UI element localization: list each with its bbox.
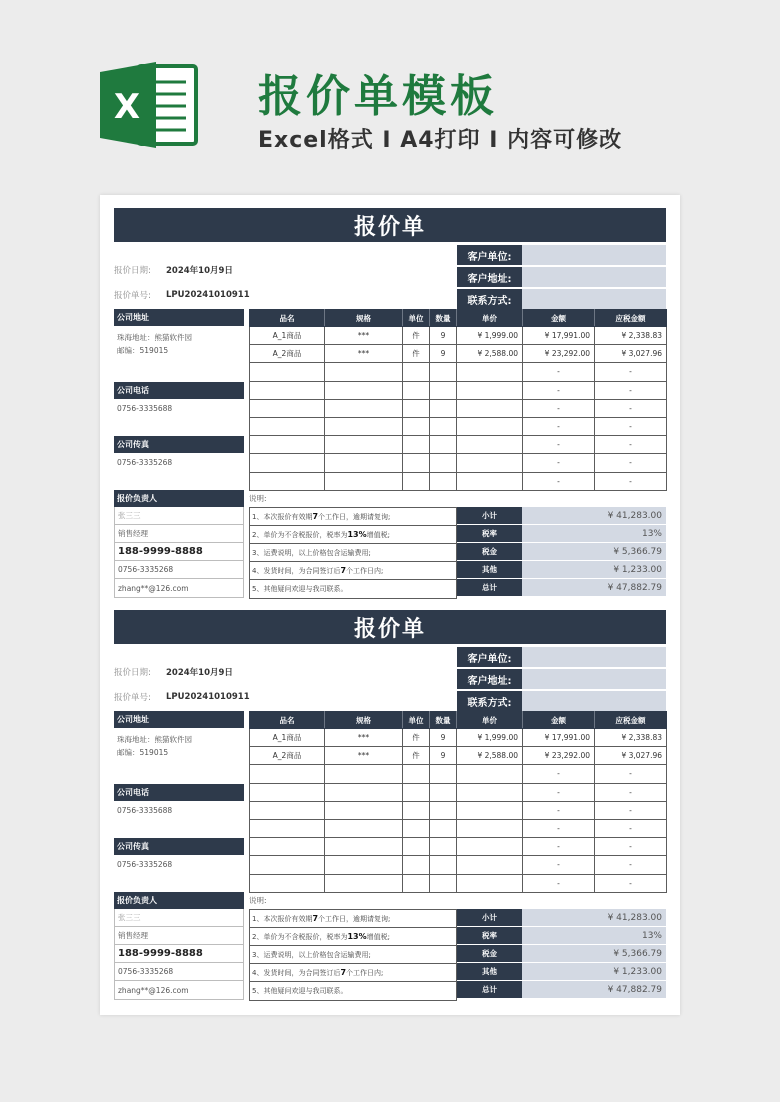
table-cell[interactable]: 9 — [430, 729, 457, 747]
person-email: zhang**@126.com — [118, 583, 189, 593]
table-cell[interactable] — [457, 472, 523, 490]
person-title: 销售经理 — [115, 525, 243, 543]
company-phone-head: 公司电话 — [114, 784, 244, 801]
note-text: 2、单价为不含税报价，税率为 — [252, 932, 348, 941]
table-cell[interactable]: 件 — [403, 729, 430, 747]
note-text: 7 — [340, 566, 347, 575]
customer-contact-row — [457, 691, 666, 711]
company-fax-head: 公司传真 — [114, 436, 244, 453]
table-cell[interactable] — [325, 783, 403, 801]
customer-contact-field[interactable] — [522, 289, 666, 309]
table-cell[interactable] — [403, 436, 430, 454]
customer-contact-row — [457, 289, 666, 309]
table-cell[interactable] — [250, 399, 325, 417]
total-label: 小计 — [457, 909, 522, 926]
table-row — [250, 874, 667, 892]
company-address-head: 公司地址 — [114, 711, 244, 728]
notes-label: 说明: — [249, 896, 267, 905]
table-cell[interactable]: ¥ 23,292.00 — [523, 345, 595, 363]
table-cell[interactable] — [325, 381, 403, 399]
table-cell[interactable] — [430, 819, 457, 837]
quote-date-value: 2024年10月9日 — [166, 266, 233, 276]
table-row — [250, 417, 667, 435]
table-cell[interactable] — [430, 381, 457, 399]
customer-address-row — [457, 267, 666, 287]
total-label: 其他 — [457, 963, 522, 980]
table-cell[interactable]: - — [523, 399, 595, 417]
total-value[interactable]: ¥ 41,283.00 — [522, 507, 666, 524]
col-header: 金额 — [523, 310, 595, 327]
total-row — [457, 927, 666, 945]
table-cell[interactable] — [430, 765, 457, 783]
table-cell[interactable] — [430, 838, 457, 856]
company-address-line: 珠海地址：熊猫软件园 — [117, 735, 192, 744]
note-text: 4、发货时间，为合同签订后 — [252, 968, 341, 977]
table-cell[interactable]: A_1商品 — [250, 327, 325, 345]
col-header: 品名 — [250, 712, 325, 729]
table-cell[interactable] — [457, 765, 523, 783]
total-label: 税金 — [457, 945, 522, 962]
note-row — [250, 526, 456, 544]
table-cell[interactable] — [430, 399, 457, 417]
table-cell[interactable] — [250, 783, 325, 801]
table-cell[interactable]: 件 — [403, 327, 430, 345]
table-row — [250, 783, 667, 801]
table-cell[interactable]: - — [523, 765, 595, 783]
quote-person-head: 报价负责人 — [114, 490, 244, 507]
table-cell[interactable]: - — [595, 783, 667, 801]
quote-date-row — [114, 261, 233, 279]
note-text: 5、其他疑问欢迎与我司联系。 — [252, 585, 348, 593]
total-row — [457, 981, 666, 999]
table-cell[interactable]: - — [595, 874, 667, 892]
table-row — [250, 381, 667, 399]
quote-form-1 — [114, 208, 666, 600]
customer-contact-label: 联系方式: — [457, 691, 522, 711]
table-cell[interactable]: - — [595, 399, 667, 417]
total-row — [457, 561, 666, 579]
table-cell[interactable] — [325, 399, 403, 417]
table-cell[interactable]: 9 — [430, 747, 457, 765]
page-subtitle: Excel格式 I A4打印 I 内容可修改 — [258, 128, 623, 153]
table-row — [250, 345, 667, 363]
total-label: 总计 — [457, 981, 522, 998]
col-header: 数量 — [430, 310, 457, 327]
table-cell[interactable]: ¥ 23,292.00 — [523, 747, 595, 765]
table-cell[interactable] — [403, 838, 430, 856]
note-text: 5、其他疑问欢迎与我司联系。 — [252, 987, 348, 995]
note-row — [250, 580, 456, 598]
page-title: 报价单模板 — [258, 71, 498, 122]
table-cell[interactable] — [325, 363, 403, 381]
notes-box — [249, 909, 457, 1001]
table-cell[interactable] — [325, 417, 403, 435]
customer-address-label: 客户地址: — [457, 267, 522, 287]
col-header: 数量 — [430, 712, 457, 729]
table-cell[interactable] — [457, 856, 523, 874]
total-value[interactable]: ¥ 1,233.00 — [522, 963, 666, 980]
note-text: 1、本次报价有效期 — [252, 512, 313, 521]
col-header: 单价 — [457, 310, 523, 327]
total-value[interactable]: ¥ 47,882.79 — [522, 579, 666, 596]
table-cell[interactable] — [457, 399, 523, 417]
table-cell[interactable] — [403, 801, 430, 819]
table-cell[interactable] — [325, 819, 403, 837]
table-cell[interactable] — [430, 363, 457, 381]
table-cell[interactable]: ¥ 2,588.00 — [457, 345, 523, 363]
table-cell[interactable] — [457, 819, 523, 837]
table-row — [250, 729, 667, 747]
table-cell[interactable] — [250, 838, 325, 856]
table-row — [250, 856, 667, 874]
col-header: 单位 — [403, 712, 430, 729]
customer-unit-row — [457, 647, 666, 667]
note-row — [250, 562, 456, 580]
total-row — [457, 579, 666, 597]
note-row — [250, 946, 456, 964]
quote-date-label: 报价日期: — [114, 266, 151, 276]
table-cell[interactable]: - — [523, 838, 595, 856]
table-cell[interactable]: - — [595, 472, 667, 490]
table-row — [250, 765, 667, 783]
product-table — [249, 309, 667, 491]
person-title: 销售经理 — [115, 927, 243, 945]
note-row — [250, 508, 456, 526]
customer-unit-label: 客户单位: — [457, 647, 522, 667]
total-label: 总计 — [457, 579, 522, 596]
total-value[interactable]: 13% — [522, 525, 666, 542]
table-cell[interactable] — [250, 819, 325, 837]
table-cell[interactable] — [250, 436, 325, 454]
table-cell[interactable] — [250, 363, 325, 381]
note-text: 3、运费说明，以上价格包含运输费用; — [252, 950, 371, 959]
table-cell[interactable]: - — [523, 436, 595, 454]
col-header: 金额 — [523, 712, 595, 729]
table-cell[interactable] — [325, 801, 403, 819]
table-cell[interactable] — [430, 454, 457, 472]
company-zip-line: 邮编：519015 — [117, 346, 169, 355]
quote-number-value: LPU20241010911 — [166, 692, 250, 702]
table-cell[interactable]: - — [523, 381, 595, 399]
table-cell[interactable] — [430, 801, 457, 819]
table-cell[interactable] — [325, 472, 403, 490]
table-row — [250, 472, 667, 490]
customer-contact-field[interactable] — [522, 691, 666, 711]
customer-address-row — [457, 669, 666, 689]
table-cell[interactable]: A_2商品 — [250, 345, 325, 363]
table-cell[interactable]: ¥ 17,991.00 — [523, 729, 595, 747]
table-cell[interactable] — [325, 454, 403, 472]
table-cell[interactable]: - — [595, 454, 667, 472]
table-cell[interactable]: - — [595, 381, 667, 399]
total-value[interactable]: ¥ 1,233.00 — [522, 561, 666, 578]
note-text: 7 — [340, 968, 347, 977]
product-table-body — [250, 729, 667, 893]
table-cell[interactable] — [250, 856, 325, 874]
customer-unit-row — [457, 245, 666, 265]
total-label: 税金 — [457, 543, 522, 560]
note-text: 7 — [312, 512, 319, 521]
table-cell[interactable]: ¥ 1,999.00 — [457, 327, 523, 345]
quote-date-label: 报价日期: — [114, 668, 151, 678]
col-header: 规格 — [325, 310, 403, 327]
totals-box — [457, 909, 666, 999]
table-cell[interactable]: - — [595, 838, 667, 856]
col-header: 单位 — [403, 310, 430, 327]
customer-unit-field[interactable] — [522, 245, 666, 265]
table-cell[interactable] — [430, 436, 457, 454]
table-cell[interactable] — [403, 454, 430, 472]
table-cell[interactable]: - — [595, 417, 667, 435]
quote-date-row — [114, 663, 233, 681]
table-row — [250, 838, 667, 856]
table-cell[interactable]: - — [523, 363, 595, 381]
table-cell[interactable] — [457, 417, 523, 435]
total-value[interactable]: ¥ 41,283.00 — [522, 909, 666, 926]
table-cell[interactable]: *** — [325, 345, 403, 363]
table-cell[interactable] — [250, 381, 325, 399]
table-cell[interactable]: - — [523, 454, 595, 472]
table-row — [250, 436, 667, 454]
person-mobile: 188-9999-8888 — [115, 543, 243, 561]
note-row — [250, 964, 456, 982]
note-text: 3、运费说明，以上价格包含运输费用; — [252, 548, 371, 557]
note-text: 增值税; — [366, 530, 390, 539]
customer-contact-label: 联系方式: — [457, 289, 522, 309]
notes-box — [249, 507, 457, 599]
person-phone: 0756-3335268 — [115, 963, 243, 981]
table-cell[interactable] — [250, 454, 325, 472]
quote-person-box — [114, 507, 244, 598]
table-cell[interactable]: ¥ 2,338.83 — [595, 327, 667, 345]
note-text: 13% — [347, 530, 367, 539]
note-text: 个工作日，逾期请复询; — [318, 512, 391, 521]
table-cell[interactable]: - — [523, 856, 595, 874]
table-cell[interactable]: - — [595, 801, 667, 819]
customer-address-label: 客户地址: — [457, 669, 522, 689]
table-row — [250, 363, 667, 381]
total-label: 小计 — [457, 507, 522, 524]
table-cell[interactable]: ¥ 3,027.96 — [595, 345, 667, 363]
table-cell[interactable] — [250, 874, 325, 892]
table-cell[interactable] — [457, 363, 523, 381]
company-zip-line: 邮编：519015 — [117, 748, 169, 757]
table-cell[interactable]: 9 — [430, 327, 457, 345]
table-cell[interactable] — [403, 856, 430, 874]
note-text: 2、单价为不含税报价，税率为 — [252, 530, 348, 539]
person-phone: 0756-3335268 — [115, 561, 243, 579]
table-row — [250, 801, 667, 819]
table-cell[interactable]: - — [523, 874, 595, 892]
table-cell[interactable] — [325, 765, 403, 783]
quote-person-box — [114, 909, 244, 1000]
table-cell[interactable]: ¥ 2,588.00 — [457, 747, 523, 765]
company-fax-head: 公司传真 — [114, 838, 244, 855]
total-row — [457, 525, 666, 543]
table-cell[interactable] — [430, 856, 457, 874]
quote-paper — [100, 195, 680, 1015]
excel-icon — [98, 58, 200, 152]
company-fax-value: 0756-3335268 — [117, 458, 173, 467]
customer-address-field[interactable] — [522, 669, 666, 689]
notes-label: 说明: — [249, 494, 267, 503]
table-cell[interactable]: - — [595, 363, 667, 381]
form-title: 报价单 — [114, 208, 666, 242]
table-cell[interactable] — [250, 417, 325, 435]
table-cell[interactable] — [430, 472, 457, 490]
table-cell[interactable]: A_2商品 — [250, 747, 325, 765]
customer-address-field[interactable] — [522, 267, 666, 287]
total-value[interactable]: ¥ 5,366.79 — [522, 945, 666, 962]
total-row — [457, 963, 666, 981]
table-cell[interactable]: 件 — [403, 747, 430, 765]
table-cell[interactable] — [403, 472, 430, 490]
company-address-head: 公司地址 — [114, 309, 244, 326]
quote-person-head: 报价负责人 — [114, 892, 244, 909]
total-value[interactable]: ¥ 47,882.79 — [522, 981, 666, 998]
table-cell[interactable] — [403, 874, 430, 892]
table-cell[interactable] — [403, 765, 430, 783]
col-header: 应税金额 — [595, 712, 667, 729]
quote-date-value: 2024年10月9日 — [166, 668, 233, 678]
person-email: zhang**@126.com — [118, 985, 189, 995]
total-label: 税率 — [457, 525, 522, 542]
table-cell[interactable] — [250, 765, 325, 783]
table-cell[interactable] — [403, 399, 430, 417]
table-cell[interactable]: 件 — [403, 345, 430, 363]
col-header: 规格 — [325, 712, 403, 729]
quote-number-row — [114, 688, 250, 706]
col-header: 单价 — [457, 712, 523, 729]
table-cell[interactable]: - — [595, 765, 667, 783]
note-row — [250, 910, 456, 928]
total-label: 其他 — [457, 561, 522, 578]
totals-box — [457, 507, 666, 597]
note-text: 个工作日内; — [346, 968, 384, 977]
table-cell[interactable] — [457, 783, 523, 801]
quote-number-row — [114, 286, 250, 304]
table-row — [250, 327, 667, 345]
excel-logo-letter: X — [113, 87, 141, 127]
table-cell[interactable] — [403, 819, 430, 837]
table-cell[interactable]: - — [523, 417, 595, 435]
note-text: 7 — [312, 914, 319, 923]
col-header: 品名 — [250, 310, 325, 327]
table-row — [250, 454, 667, 472]
table-cell[interactable]: ¥ 1,999.00 — [457, 729, 523, 747]
total-label: 税率 — [457, 927, 522, 944]
person-name: 张三三 — [115, 909, 243, 927]
product-table-header — [250, 310, 667, 327]
table-cell[interactable] — [430, 417, 457, 435]
table-cell[interactable] — [457, 801, 523, 819]
note-row — [250, 982, 456, 1000]
table-cell[interactable]: *** — [325, 327, 403, 345]
customer-unit-label: 客户单位: — [457, 245, 522, 265]
table-cell[interactable] — [430, 874, 457, 892]
table-cell[interactable]: - — [523, 783, 595, 801]
form-title: 报价单 — [114, 610, 666, 644]
table-cell[interactable]: - — [595, 436, 667, 454]
total-row — [457, 945, 666, 963]
table-cell[interactable] — [457, 874, 523, 892]
table-cell[interactable]: A_1商品 — [250, 729, 325, 747]
table-cell[interactable]: - — [523, 472, 595, 490]
note-text: 个工作日内; — [346, 566, 384, 575]
table-cell[interactable] — [457, 436, 523, 454]
company-fax-value: 0756-3335268 — [117, 860, 173, 869]
table-cell[interactable] — [430, 783, 457, 801]
table-cell[interactable] — [325, 856, 403, 874]
note-row — [250, 544, 456, 562]
company-phone-head: 公司电话 — [114, 382, 244, 399]
customer-unit-field[interactable] — [522, 647, 666, 667]
table-cell[interactable] — [457, 838, 523, 856]
col-header: 应税金额 — [595, 310, 667, 327]
total-value[interactable]: ¥ 5,366.79 — [522, 543, 666, 560]
company-phone-value: 0756-3335688 — [117, 806, 173, 815]
note-text: 4、发货时间，为合同签订后 — [252, 566, 341, 575]
table-cell[interactable]: ¥ 2,338.83 — [595, 729, 667, 747]
table-cell[interactable] — [250, 801, 325, 819]
table-cell[interactable]: - — [523, 819, 595, 837]
total-value[interactable]: 13% — [522, 927, 666, 944]
quote-number-value: LPU20241010911 — [166, 290, 250, 300]
table-cell[interactable] — [457, 454, 523, 472]
table-cell[interactable]: *** — [325, 729, 403, 747]
table-cell[interactable]: - — [523, 801, 595, 819]
table-cell[interactable] — [403, 783, 430, 801]
product-table — [249, 711, 667, 893]
company-phone-value: 0756-3335688 — [117, 404, 173, 413]
table-cell[interactable] — [403, 363, 430, 381]
table-cell[interactable] — [325, 874, 403, 892]
table-row — [250, 819, 667, 837]
table-cell[interactable]: ¥ 17,991.00 — [523, 327, 595, 345]
table-row — [250, 747, 667, 765]
table-cell[interactable] — [457, 381, 523, 399]
table-cell[interactable]: 9 — [430, 345, 457, 363]
total-row — [457, 507, 666, 525]
quote-form-2 — [114, 610, 666, 1002]
quote-number-label: 报价单号: — [114, 291, 151, 301]
table-cell[interactable] — [325, 838, 403, 856]
total-row — [457, 543, 666, 561]
person-mobile: 188-9999-8888 — [115, 945, 243, 963]
table-cell[interactable] — [403, 417, 430, 435]
table-cell[interactable]: ¥ 3,027.96 — [595, 747, 667, 765]
company-address-line: 珠海地址：熊猫软件园 — [117, 333, 192, 342]
table-cell[interactable] — [325, 436, 403, 454]
note-text: 个工作日，逾期请复询; — [318, 914, 391, 923]
table-cell[interactable] — [403, 381, 430, 399]
note-text: 13% — [347, 932, 367, 941]
quote-number-label: 报价单号: — [114, 693, 151, 703]
table-cell[interactable]: *** — [325, 747, 403, 765]
table-cell[interactable]: - — [595, 856, 667, 874]
note-text: 1、本次报价有效期 — [252, 914, 313, 923]
total-row — [457, 909, 666, 927]
person-name: 张三三 — [115, 507, 243, 525]
note-text: 增值税; — [366, 932, 390, 941]
table-row — [250, 399, 667, 417]
note-row — [250, 928, 456, 946]
product-table-header — [250, 712, 667, 729]
table-cell[interactable] — [250, 472, 325, 490]
product-table-body — [250, 327, 667, 491]
table-cell[interactable]: - — [595, 819, 667, 837]
